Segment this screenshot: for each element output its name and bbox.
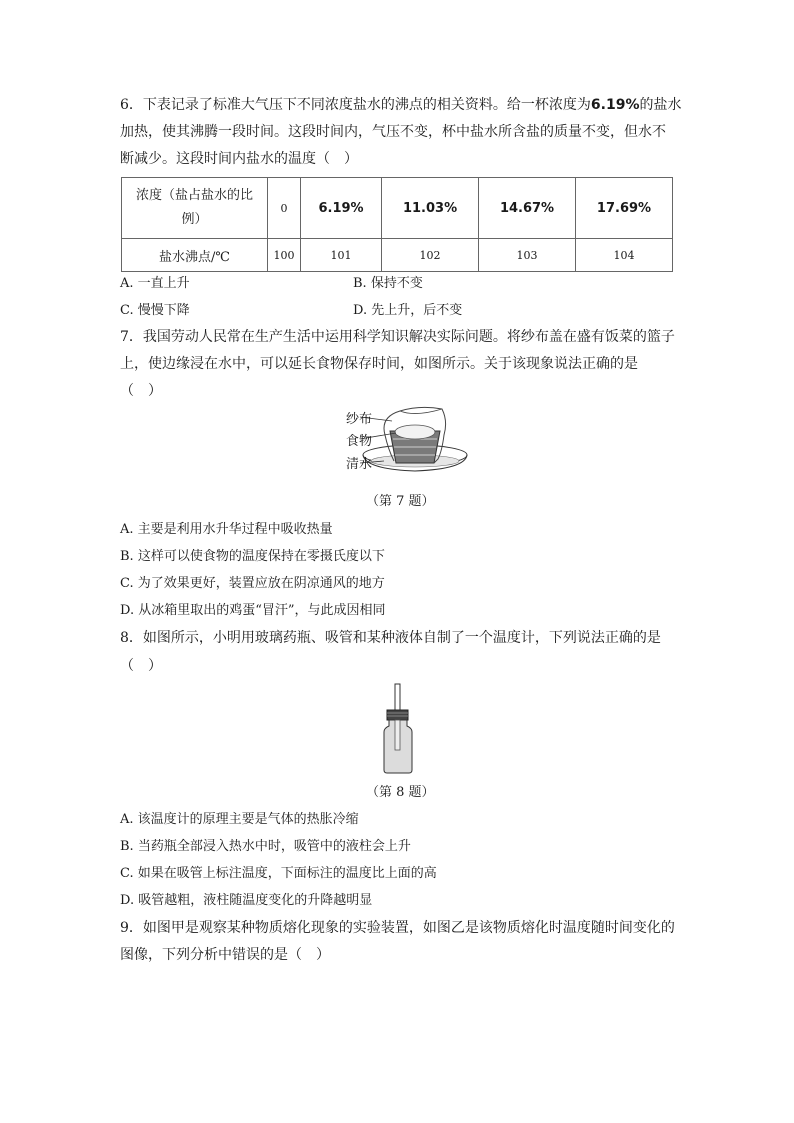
q6-option-c[interactable]: C. 慢慢下降: [120, 303, 190, 318]
table-cell: 11.03%: [382, 178, 479, 239]
table-header-boiling-point: 盐水沸点/℃: [122, 239, 268, 272]
table-header-line-1: 浓度（盐占盐水的比: [135, 188, 253, 203]
q7-option-c[interactable]: C. 为了效果更好，装置应放在阴凉通风的地方: [120, 576, 385, 591]
q8-option-d[interactable]: D. 吸管越粗，液柱随温度变化的升降越明显: [120, 893, 373, 908]
q7-stem-line-1: 7．我国劳动人民常在生产生活中运用科学知识解决实际问题。将纱布盖在盛有饭菜的篮子: [120, 329, 675, 345]
q7-label-water: 清水: [346, 457, 373, 472]
q7-label-food: 食物: [346, 434, 373, 449]
q7-figure-caption: （第 7 题）: [366, 494, 435, 509]
q6-stem-line-2: 加热，使其沸腾一段时间。这段时间内，气压不变，杯中盐水所含盐的质量不变，但水不: [120, 124, 666, 140]
table-cell: 14.67%: [479, 178, 576, 239]
q6-stem-highlight: 6.19%: [590, 97, 640, 113]
q6-stem-line-3: 断减少。这段时间内盐水的温度（ ）: [120, 151, 358, 167]
q6-stem-text-c: 的盐水: [639, 97, 682, 113]
q7-option-d[interactable]: D. 从冰箱里取出的鸡蛋“冒汗”，与此成因相同: [120, 603, 386, 618]
q7-option-b[interactable]: B. 这样可以使食物的温度保持在零摄氏度以下: [120, 549, 385, 564]
table-cell: 104: [576, 239, 673, 272]
table-row-concentration: [122, 178, 673, 239]
table-cell: 103: [479, 239, 576, 272]
q8-stem-line-1: 8．如图所示，小明用玻璃药瓶、吸管和某种液体自制了一个温度计，下列说法正确的是: [120, 630, 661, 646]
q7-stem-line-3: （ ）: [120, 383, 162, 399]
q6-stem-line-1: [120, 95, 681, 115]
q7-label-gauze: 纱布: [346, 412, 373, 427]
q8-option-c[interactable]: C. 如果在吸管上标注温度，下面标注的温度比上面的高: [120, 866, 437, 881]
q8-figure-caption: （第 8 题）: [366, 785, 435, 800]
table-cell: 100: [268, 239, 301, 272]
q6-option-d[interactable]: D. 先上升，后不变: [353, 303, 463, 318]
q8-bottle-thermometer-figure: [368, 682, 428, 777]
q6-stem-text-a: 6．下表记录了标准大气压下不同浓度盐水的沸点的相关资料。给一杯浓度为: [120, 97, 591, 113]
q9-stem-line-2: 图像，下列分析中错误的是（ ）: [120, 947, 330, 963]
table-cell: 17.69%: [576, 178, 673, 239]
q6-data-table: [121, 177, 673, 272]
table-cell: 101: [301, 239, 382, 272]
q9-stem-line-1: 9．如图甲是观察某种物质熔化现象的实验装置，如图乙是该物质熔化时温度随时间变化的: [120, 920, 675, 936]
table-cell: 6.19%: [301, 178, 382, 239]
table-cell: 102: [382, 239, 479, 272]
table-row-boiling-point: [122, 239, 673, 272]
q7-option-a[interactable]: A. 主要是利用水升华过程中吸收热量: [120, 522, 333, 537]
table-header-line-2: 例）: [181, 212, 208, 227]
q8-option-a[interactable]: A. 该温度计的原理主要是气体的热胀冷缩: [120, 812, 359, 827]
q6-option-a[interactable]: A. 一直上升: [120, 276, 190, 291]
q8-stem-line-2: （ ）: [120, 658, 162, 674]
table-header-concentration: [122, 178, 268, 239]
q8-option-b[interactable]: B. 当药瓶全部浸入热水中时，吸管中的液柱会上升: [120, 839, 411, 854]
q6-option-b[interactable]: B. 保持不变: [353, 276, 423, 291]
q7-stem-line-2: 上，使边缘浸在水中，可以延长食物保存时间，如图所示。关于该现象说法正确的是: [120, 356, 638, 372]
table-cell: 0: [268, 178, 301, 239]
